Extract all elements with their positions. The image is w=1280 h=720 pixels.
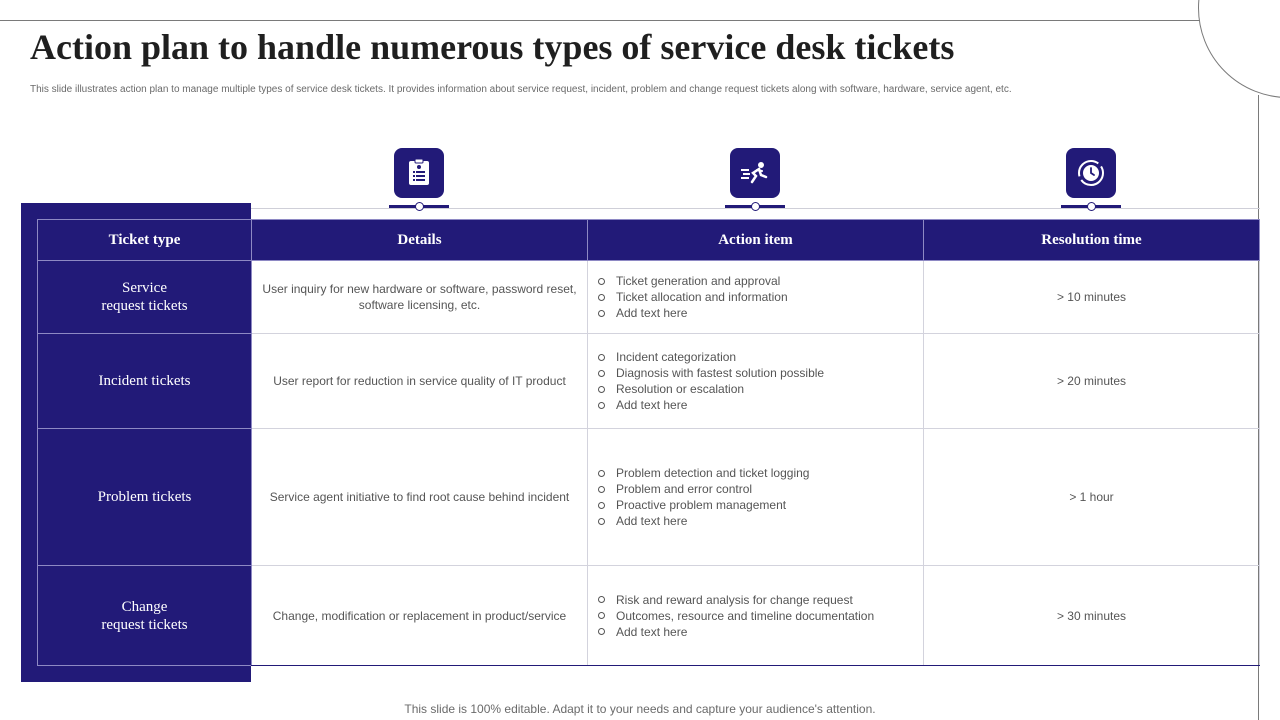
header-ticket-type: Ticket type bbox=[38, 220, 252, 261]
action-text: Outcomes, resource and timeline documentation bbox=[616, 608, 875, 623]
action-text: Incident categorization bbox=[616, 350, 737, 364]
action-text: Proactive problem management bbox=[616, 498, 787, 512]
table-row bbox=[38, 261, 1260, 334]
action-bullet bbox=[598, 397, 913, 413]
bullet-circle-icon bbox=[598, 596, 605, 603]
running-person-icon bbox=[730, 148, 780, 198]
details-icon-marker bbox=[389, 148, 449, 212]
bullet-circle-icon bbox=[598, 612, 605, 619]
resolution-cell: > 10 minutes bbox=[924, 261, 1260, 334]
ticket-type-line: Service bbox=[122, 280, 167, 296]
action-bullet bbox=[598, 365, 913, 381]
ticket-type-line: request tickets bbox=[101, 298, 188, 314]
bullet-circle-icon bbox=[598, 294, 605, 301]
ticket-type-cell bbox=[38, 566, 252, 666]
action-bullet bbox=[598, 273, 913, 289]
footer-note: This slide is 100% editable. Adapt it to your needs and capture your audience's attention. bbox=[404, 702, 876, 716]
bullet-circle-icon bbox=[598, 518, 605, 525]
table-bottom-line bbox=[251, 665, 1260, 666]
bullet-circle-icon bbox=[598, 386, 605, 393]
action-text: Add text here bbox=[616, 398, 688, 412]
action-text: Problem and error control bbox=[616, 482, 753, 496]
bullet-circle-icon bbox=[598, 278, 605, 285]
bullet-circle-icon bbox=[598, 486, 605, 493]
action-bullet bbox=[598, 305, 913, 321]
action-bullet bbox=[598, 289, 913, 305]
resolution-cell: > 20 minutes bbox=[924, 334, 1260, 429]
bullet-circle-icon bbox=[598, 402, 605, 409]
bullet-circle-icon bbox=[598, 310, 605, 317]
ticket-type-line: Problem tickets bbox=[97, 489, 192, 505]
corner-arc-decoration bbox=[1198, 0, 1280, 98]
action-bullet bbox=[598, 381, 913, 397]
bullet-circle-icon bbox=[598, 354, 605, 361]
details-cell: User inquiry for new hardware or software, password reset, software licensing, etc. bbox=[252, 261, 588, 334]
action-item-cell bbox=[588, 566, 924, 666]
page-subtitle: This slide illustrates action plan to manage multiple types of service desk tickets. It provides information about service request, incident, problem and change request tickets along with software, hardware, service agent, etc. bbox=[30, 84, 1012, 95]
header-resolution-time: Resolution time bbox=[924, 220, 1260, 261]
action-text: Add text here bbox=[616, 624, 688, 639]
action-bullet bbox=[598, 608, 913, 624]
ticket-type-line: Change bbox=[121, 598, 168, 615]
clock-refresh-icon bbox=[1066, 148, 1116, 198]
action-text: Ticket allocation and information bbox=[616, 290, 788, 304]
action-text: Problem detection and ticket logging bbox=[616, 466, 810, 480]
table-header-row bbox=[38, 220, 1260, 261]
details-cell: Service agent initiative to find root cause behind incident bbox=[252, 429, 588, 566]
top-divider bbox=[0, 20, 1200, 21]
table-row bbox=[38, 334, 1260, 429]
action-item-cell bbox=[588, 334, 924, 429]
action-item-cell bbox=[588, 429, 924, 566]
action-text: Add text here bbox=[616, 514, 688, 528]
action-bullet bbox=[598, 349, 913, 365]
marker-dot bbox=[415, 202, 424, 211]
ticket-type-line: Incident tickets bbox=[98, 373, 191, 389]
header-action-item: Action item bbox=[588, 220, 924, 261]
ticket-type-cell bbox=[38, 334, 252, 429]
ticket-type-line: request tickets bbox=[101, 616, 188, 633]
resolution-cell: > 1 hour bbox=[924, 429, 1260, 566]
bullet-circle-icon bbox=[598, 502, 605, 509]
marker-dot bbox=[1087, 202, 1096, 211]
action-item-cell bbox=[588, 261, 924, 334]
action-bullet bbox=[598, 624, 913, 640]
action-text: Add text here bbox=[616, 306, 688, 320]
details-cell: User report for reduction in service quality of IT product bbox=[252, 334, 588, 429]
ticket-action-table bbox=[37, 219, 1260, 666]
action-text: Resolution or escalation bbox=[616, 382, 745, 396]
bullet-circle-icon bbox=[598, 628, 605, 635]
header-details: Details bbox=[252, 220, 588, 261]
page-title: Action plan to handle numerous types of service desk tickets bbox=[30, 27, 955, 67]
marker-dot bbox=[751, 202, 760, 211]
table-row bbox=[38, 566, 1260, 666]
ticket-type-cell bbox=[38, 261, 252, 334]
action-text: Diagnosis with fastest solution possible bbox=[616, 366, 825, 380]
action-bullet bbox=[598, 513, 913, 529]
details-cell: Change, modification or replacement in product/service bbox=[252, 566, 588, 666]
action-bullet bbox=[598, 592, 913, 608]
action-icon-marker bbox=[725, 148, 785, 212]
clipboard-list-icon bbox=[394, 148, 444, 198]
resolution-icon-marker bbox=[1061, 148, 1121, 212]
bullet-circle-icon bbox=[598, 370, 605, 377]
action-bullet bbox=[598, 465, 913, 481]
table-row bbox=[38, 429, 1260, 566]
action-bullet bbox=[598, 497, 913, 513]
bullet-circle-icon bbox=[598, 470, 605, 477]
action-text: Ticket generation and approval bbox=[616, 274, 781, 288]
action-text: Risk and reward analysis for change request bbox=[616, 592, 853, 607]
ticket-type-cell bbox=[38, 429, 252, 566]
resolution-cell: > 30 minutes bbox=[924, 566, 1260, 666]
action-bullet bbox=[598, 481, 913, 497]
